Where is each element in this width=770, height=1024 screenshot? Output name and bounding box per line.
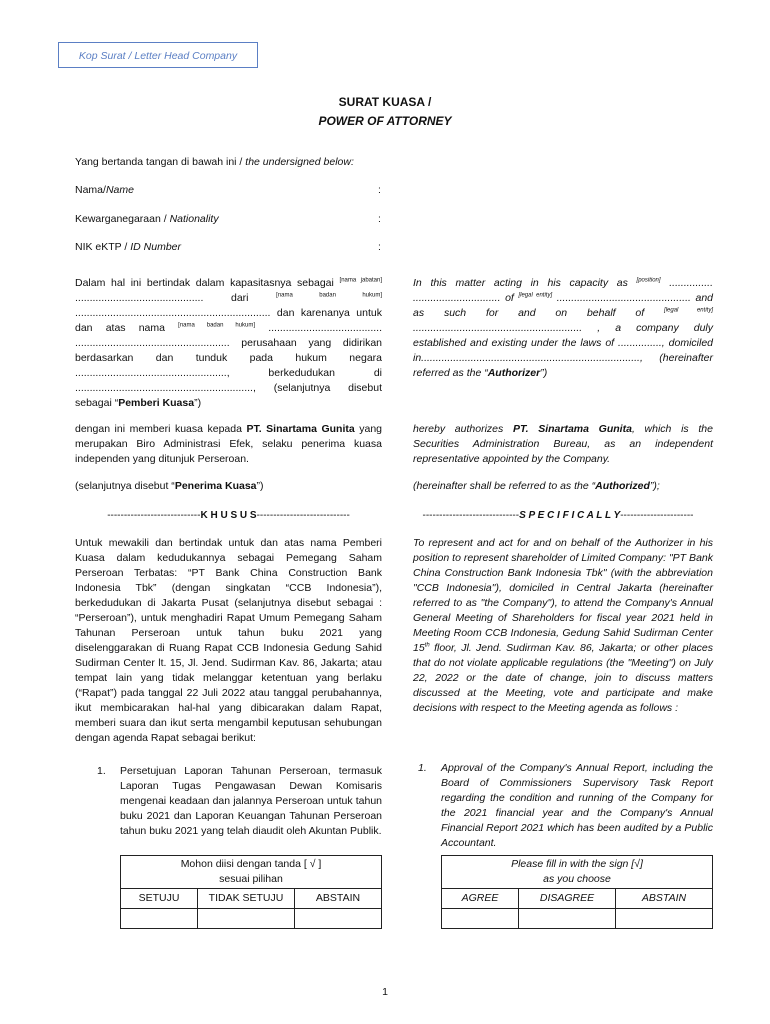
authorize-en-text-2: , which is the Securities Administration Bureau, as an independent representative appointed by the Company. [413,423,713,465]
capacity-id-bold: Pemberi Kuasa [118,397,195,409]
separator-specifically-right: ---------------------- [620,510,694,521]
separator-khusus-left: ---------------------------- [107,510,201,521]
choice-en-header-line1: Please fill in with the sign [√] [511,858,643,870]
mandate-en-text-1: To represent and act for and on behalf of the Authorizer in his position to represent shareholder of Limited Company: "PT Bank China Construction Bank Indonesia Tbk" (with the abbreviation "CCB Indonesia"), domiciled in Central Jakarta (hereinafter referred to as "the Company"), to attend the Company's Annual General Meeting of Shareholders for fiscal year 2021 held in Meeting Room CCB Indonesia, Gedung Sahid Sudirman Center 15 [413,537,713,654]
capacity-id-text-5: ”) [194,397,202,409]
capacity-id-sup-1: [nama jabatan] [339,277,382,284]
field-id-number-label-en: ID Number [130,241,182,253]
field-id-number-colon: : [378,241,381,253]
field-nationality-colon: : [378,213,381,225]
letterhead-box: Kop Surat / Letter Head Company [58,42,258,68]
authorize-id-text-2: yang merupakan Biro Administrasi Efek, selaku penerima kuasa independen yang ditunjuk Perseroan. [75,423,383,465]
authorize-paragraph-en [413,422,713,467]
choice-id-header-line2: sesuai pilihan [219,873,283,885]
choice-id-cell-agree[interactable] [121,909,198,929]
capacity-en-text-5: ”) [540,367,548,379]
capacity-en-text-2: ............... .............................. of [413,277,713,304]
capacity-id-text-3: ................................................................... dan karenanya untuk dan atas nama [75,307,382,334]
field-name-label: Nama/ [75,184,106,196]
choice-en-cell-agree[interactable] [442,909,519,929]
choice-en-col-abstain: ABSTAIN [616,889,713,909]
separator-khusus-right: ---------------------------- [256,510,350,521]
authorize-id-bold: PT. Sinartama Gunita [246,423,355,435]
separator-specifically-left: ----------------------------- [422,510,520,521]
separator-khusus [75,508,382,523]
receiver-en-bold: Authorized [595,480,650,492]
page-number: 1 [382,986,388,998]
mandate-en-sup: th [424,642,430,649]
agenda-number-id: 1. [97,765,106,777]
title-indonesian: SURAT KUASA / [338,95,432,109]
choice-id-col-abstain: ABSTAIN [295,889,382,909]
capacity-en-sup-1: [position] [636,277,661,284]
choice-table-id-header [121,856,382,889]
receiver-en-text-2: ”); [649,480,660,492]
field-nationality-label-en: Nationality [169,213,219,225]
agenda-item-id: Persetujuan Laporan Tahunan Perseroan, termasuk Laporan Tugas Pengawasan Dewan Komisaris mengenai keadaan dan jalannya Perseroan untuk tahun buku 2021 dan Laporan Keuangan Tahunan Perseroan tahun buku 2021 yang telah diaudit oleh Akuntan Publik. [120,765,382,837]
choice-table-en-header [442,856,713,889]
choice-table-id [120,855,382,929]
mandate-en-text-2: floor, Jl. Jend. Sudirman Kav. 86, Jakarta; or other places that do not violate applicable regulations (the "Meeting") on July 22, 2022 or the date of change, join to discuss matters discussed at the Meeting, vote and participate and make decisions with respect to the Meeting agenda as follows : [413,642,713,714]
field-name-colon: : [378,184,381,196]
capacity-id-sup-3: [nama badan hukum] [178,322,256,329]
mandate-paragraph-en [413,536,713,716]
choice-id-cell-disagree[interactable] [198,909,295,929]
field-id-number [75,240,181,255]
choice-table-en [441,855,713,929]
choice-id-col-agree: SETUJU [121,889,198,909]
field-id-number-label: NIK eKTP / [75,241,131,253]
capacity-en-bold: Authorizer [487,367,541,379]
choice-id-col-disagree: TIDAK SETUJU [198,889,295,909]
capacity-en-text-4: .......................................................... , a company duly established and existing under the laws of ..............., domiciled in..........................................................................., (hereinafter referred as the “ [413,322,713,379]
intro-id: Yang bertanda tangan di bawah ini / [75,156,246,168]
agenda-number-en: 1. [418,762,427,774]
authorize-id-text-1: dengan ini memberi kuasa kepada [75,423,247,435]
separator-khusus-word: K H U S U S [200,510,257,521]
capacity-en-text-1: In this matter acting in his capacity as [413,277,637,289]
agenda-item-en: Approval of the Company's Annual Report, including the Board of Commissioners Supervisory Task Report regarding the condition and running of the Company for the 2021 financial year and the Company's Annual Financial Report 2021 which has been audited by a Public Accountant. [441,762,713,849]
receiver-line-en [413,479,713,494]
field-name-label-en: Name [105,184,134,196]
mandate-paragraph-id: Untuk mewakili dan bertindak untuk dan atas nama Pemberi Kuasa dalam kedudukannya sebagai Pemegang Saham Perseroan Terbatas: “PT Bank China Construction Bank Indonesia Tbk” (dengan singkatan “CCB Indonesia”), berkedudukan di Jakarta Pusat (selanjutnya disebut sebagai : “Perseroan”), untuk menghadiri Rapat Umum Pemegang Saham Tahunan Perseroan untuk tahun buku 2021 yang diselenggarakan di Ruang Rapat CCB Indonesia Gedung Sahid Sudirman Center lt. 15, Jl. Jend. Sudirman Kav. 86, Jakarta; atau tempat lain yang tidak melanggar ketentuan yang berlaku (“Rapat”) pada tanggal 22 Juli 2022 atau tanggal perubahannya, ikut membicarakan hal-hal yang dibicarakan dalam Rapat, memberi suara dan ikut serta mengambil keputusan sehubungan dengan agenda Rapat sebagai berikut: [75,537,382,744]
authorize-paragraph-id [75,422,382,467]
capacity-id-text-2: ............................................ dari [75,292,277,304]
field-nationality [75,212,219,227]
choice-en-cell-disagree[interactable] [519,909,616,929]
separator-specifically-word: S P E C I F I C A L L Y [519,510,621,521]
choice-en-header-line2: as you choose [543,873,611,885]
capacity-paragraph-id [75,276,382,411]
capacity-en-sup-3: [legal entity] [664,307,713,314]
title-english: POWER OF ATTORNEY [318,114,452,128]
receiver-id-text-1: (selanjutnya disebut “ [75,480,175,492]
capacity-en-sup-2: [legal entity] [518,292,553,299]
receiver-id-bold: Penerima Kuasa [174,480,257,492]
authorize-en-bold: PT. Sinartama Gunita [512,423,632,435]
choice-en-col-agree: AGREE [442,889,519,909]
capacity-paragraph-en [413,276,713,381]
receiver-id-text-2: ”) [256,480,264,492]
capacity-id-sup-2: [nama badan hukum] [276,292,383,299]
choice-id-header-line1: Mohon diisi dengan tanda [ √ ] [180,858,322,870]
choice-id-cell-abstain[interactable] [295,909,382,929]
capacity-id-text-1: Dalam hal ini bertindak dalam kapasitasnya sebagai [75,277,340,289]
capacity-id-text-4: ....................................... ..................................................... perusahaan yang didirikan berdasarkan dan tunduk pada hukum negara ...................................................., berkedudukan di ............................................................., (selanjutnya disebut sebagai “ [75,322,382,409]
choice-en-col-disagree: DISAGREE [519,889,616,909]
field-name [75,183,134,198]
field-nationality-label: Kewarganegaraan / [75,213,170,225]
intro-line [75,155,354,170]
choice-en-cell-abstain[interactable] [616,909,713,929]
receiver-line-id [75,479,382,494]
authorize-en-text-1: hereby authorizes [413,423,513,435]
separator-specifically [403,508,713,523]
intro-en: the undersigned below: [245,156,354,168]
capacity-en-text-3: .............................................. and as such for and on behalf of [413,292,713,319]
receiver-en-text-1: (hereinafter shall be referred to as the “ [413,480,596,492]
